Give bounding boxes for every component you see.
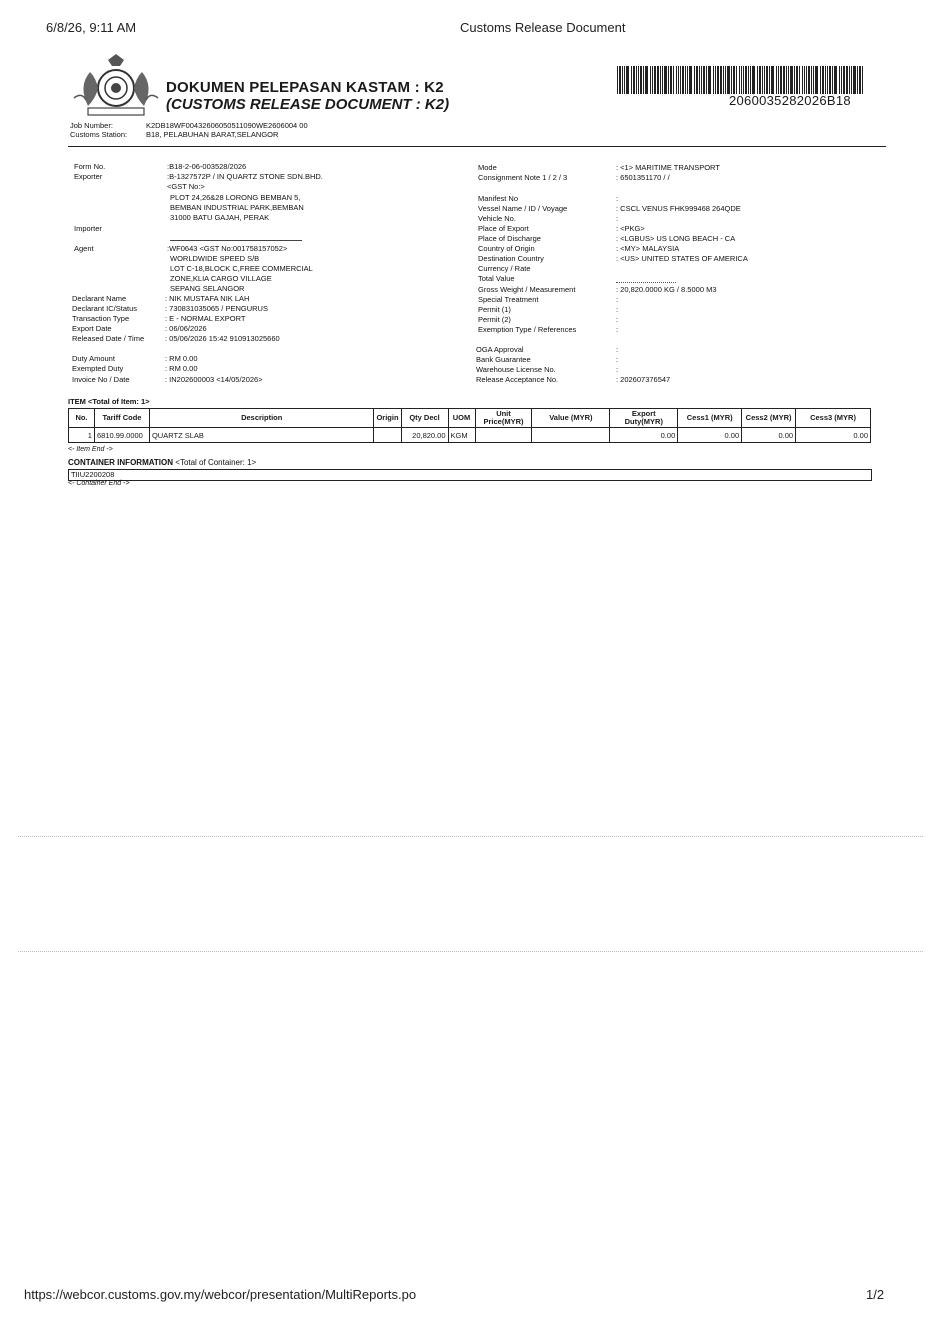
- item-table: [68, 408, 871, 443]
- col-header: Value (MYR): [532, 409, 610, 428]
- col-header: Cess1 (MYR): [678, 409, 742, 428]
- container-number-box: [68, 469, 872, 481]
- importer-blank-line: [170, 240, 302, 241]
- field-label: Importer: [74, 224, 102, 233]
- print-url: https://webcor.customs.gov.my/webcor/presentation/MultiReports.po: [24, 1287, 417, 1302]
- field-label: Total Value: [478, 274, 515, 283]
- field-label: Bank Guarantee: [476, 355, 531, 364]
- container-heading-count: <Total of Container: 1>: [175, 458, 257, 467]
- print-page-title: Customs Release Document: [460, 20, 626, 35]
- field-value: ZONE,KLIA CARGO VILLAGE: [170, 274, 272, 283]
- field-label: OGA Approval: [476, 345, 524, 354]
- customs-crest-logo: [68, 52, 164, 122]
- field-value: PLOT 24,26&28 LORONG BEMBAN 5,: [170, 193, 301, 202]
- item-heading: ITEM <Total of Item: 1>: [68, 397, 150, 406]
- field-value: :: [616, 315, 619, 324]
- field-value: : 06/06/2026: [165, 324, 207, 333]
- cell-cess3: 0.00: [796, 428, 871, 443]
- field-value: : RM 0.00: [165, 364, 198, 373]
- job-number-label: Job Number:: [70, 121, 113, 130]
- field-label: Duty Amount: [72, 354, 115, 363]
- field-label: Mode: [478, 163, 497, 172]
- field-value: :: [616, 365, 619, 374]
- cell-cess2: 0.00: [742, 428, 796, 443]
- field-value: :: [616, 214, 619, 223]
- cell-value: [532, 428, 610, 443]
- col-header: Description: [149, 409, 374, 428]
- field-label: Export Date: [72, 324, 112, 333]
- field-label: Place of Export: [478, 224, 529, 233]
- field-value: : CSCL VENUS FHK999468 264QDE: [616, 204, 741, 213]
- field-label: Country of Origin: [478, 244, 535, 253]
- col-header: Qty Decl: [401, 409, 448, 428]
- field-label: Vessel Name / ID / Voyage: [478, 204, 568, 213]
- field-value: :: [616, 295, 619, 304]
- field-value: : RM 0.00: [165, 354, 198, 363]
- field-value: : E - NORMAL EXPORT: [165, 314, 246, 323]
- item-end-marker: <- Item End ->: [68, 446, 113, 453]
- print-datetime: 6/8/26, 9:11 AM: [46, 20, 137, 35]
- field-value: : IN202600003 <14/05/2026>: [165, 375, 263, 384]
- field-label: Declarant Name: [72, 294, 127, 303]
- field-label: Warehouse License No.: [476, 365, 556, 374]
- field-value: : <MY> MALAYSIA: [616, 244, 680, 253]
- field-value: : 6501351170 / /: [616, 173, 670, 182]
- col-header: No.: [69, 409, 95, 428]
- col-header: Origin: [374, 409, 401, 428]
- container-heading: [68, 458, 256, 468]
- customs-station-value: B18, PELABUHAN BARAT,SELANGOR: [146, 130, 279, 139]
- col-header: Tariff Code: [94, 409, 149, 428]
- field-label: Transaction Type: [72, 314, 130, 323]
- field-value: SEPANG SELANGOR: [170, 284, 245, 293]
- field-value: : 05/06/2026 15:42 910913025660: [165, 334, 280, 343]
- col-header: Cess3 (MYR): [796, 409, 871, 428]
- cell-unit-price: [475, 428, 532, 443]
- field-value: :: [616, 345, 619, 354]
- table-row: [69, 428, 871, 443]
- field-value: : <LGBUS> US LONG BEACH - CA: [616, 234, 736, 243]
- header-divider: [68, 146, 886, 147]
- field-label: Declarant IC/Status: [72, 304, 138, 313]
- col-header: Cess2 (MYR): [742, 409, 796, 428]
- field-value: <GST No:>: [167, 182, 205, 191]
- barcode-number: 2060035282026B18: [729, 93, 851, 108]
- field-label: Gross Weight / Measurement: [478, 285, 576, 294]
- cell-description: QUARTZ SLAB: [149, 428, 374, 443]
- field-value: 31000 BATU GAJAH, PERAK: [170, 213, 270, 222]
- field-value: :: [616, 325, 619, 334]
- col-header: Unit Price(MYR): [475, 409, 532, 428]
- job-number-value: K2DB18WF00432606050511090WE2606004 00: [146, 121, 308, 130]
- field-value: : <1> MARITIME TRANSPORT: [616, 163, 720, 172]
- cell-cess1: 0.00: [678, 428, 742, 443]
- field-label: Agent: [74, 244, 94, 253]
- field-value: LOT C-18,BLOCK C,FREE COMMERCIAL: [170, 264, 313, 273]
- scan-artifact-line: [18, 836, 923, 837]
- field-value: WORLDWIDE SPEED S/B: [170, 254, 260, 263]
- field-label: Vehicle No.: [478, 214, 516, 223]
- cell-uom: KGM: [448, 428, 475, 443]
- cell-export-duty: 0.00: [610, 428, 678, 443]
- col-header: Export Duty(MYR): [610, 409, 678, 428]
- col-header: UOM: [448, 409, 475, 428]
- cell-origin: [374, 428, 401, 443]
- doc-title-malay: DOKUMEN PELEPASAN KASTAM : K2: [166, 79, 444, 96]
- field-value: :B-1327572P / IN QUARTZ STONE SDN.BHD.: [167, 172, 323, 181]
- field-label: Manifest No: [478, 194, 519, 203]
- print-page-count: 1/2: [866, 1287, 885, 1302]
- field-label: Invoice No / Date: [72, 375, 130, 384]
- field-label: Permit (2): [478, 315, 511, 324]
- cell-no: 1: [69, 428, 95, 443]
- container-end-marker: <- Container End ->: [68, 480, 130, 487]
- container-number: TIIU2200208: [71, 470, 115, 479]
- field-value: : <PKG>: [616, 224, 645, 233]
- field-value: :WF0643 <GST No:001758157052>: [167, 244, 288, 253]
- field-value: :: [616, 355, 619, 364]
- field-value: : NIK MUSTAFA NIK LAH: [165, 294, 250, 303]
- customs-station-label: Customs Station:: [70, 130, 128, 139]
- container-heading-bold: CONTAINER INFORMATION: [68, 458, 174, 467]
- field-value: : 202607376547: [616, 375, 671, 384]
- total-value-blank: [616, 282, 676, 283]
- scan-artifact-line: [18, 951, 923, 952]
- field-label: Place of Discharge: [478, 234, 541, 243]
- field-value: :B18-2-06-003528/2026: [167, 162, 247, 171]
- field-label: Permit (1): [478, 305, 511, 314]
- field-label: Consignment Note 1 / 2 / 3: [478, 173, 568, 182]
- field-value: : <US> UNITED STATES OF AMERICA: [616, 254, 748, 263]
- field-label: Exempted Duty: [72, 364, 124, 373]
- field-value: :: [616, 305, 619, 314]
- field-label: Exemption Type / References: [478, 325, 577, 334]
- cell-tariff-code: 6810.99.0000: [94, 428, 149, 443]
- cell-qty-decl: 20,820.00: [401, 428, 448, 443]
- field-label: Exporter: [74, 172, 103, 181]
- field-value: :: [616, 194, 619, 203]
- field-label: Form No.: [74, 162, 106, 171]
- barcode-image: [617, 66, 869, 94]
- field-label: Release Acceptance No.: [476, 375, 559, 384]
- field-value: BEMBAN INDUSTRIAL PARK,BEMBAN: [170, 203, 304, 212]
- field-label: Released Date / Time: [72, 334, 145, 343]
- field-label: Destination Country: [478, 254, 544, 263]
- item-table-header: [69, 409, 871, 428]
- doc-title-english: (CUSTOMS RELEASE DOCUMENT : K2): [166, 96, 450, 113]
- field-label: Currency / Rate: [478, 264, 531, 273]
- field-label: Special Treatment: [478, 295, 539, 304]
- field-value: : 20,820.0000 KG / 8.5000 M3: [616, 285, 717, 294]
- field-value: : 730831035065 / PENGURUS: [165, 304, 268, 313]
